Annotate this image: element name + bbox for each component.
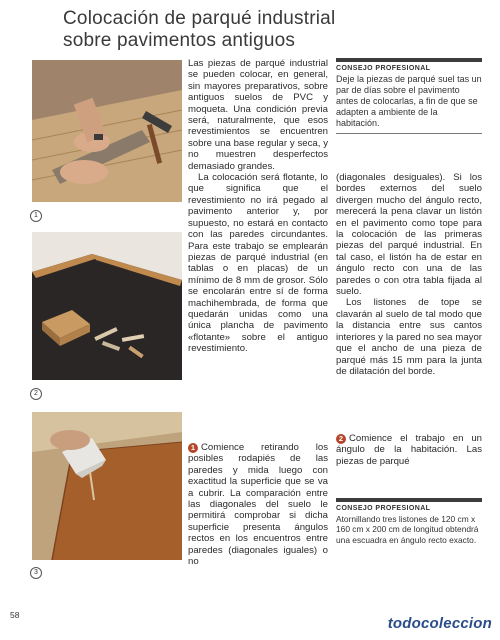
step-1-number: 1: [188, 443, 198, 453]
photo-parquet-pieces: [32, 232, 182, 380]
text-column-1: [188, 58, 328, 355]
tip-2-bar: [336, 498, 482, 502]
text-column-2: [336, 172, 482, 377]
photo-hammering: [32, 60, 182, 202]
pro-tip-2: [336, 498, 482, 545]
page-title: [63, 8, 393, 52]
title-line-1: Colocación de parqué industrial: [63, 8, 336, 29]
col2-paragraph-2: Los listones de tope se clavarán al suelo de tal modo que la distancia entre sus cantos interiores y la pared no sea mayor que el ancho de una pieza de parqué más 15 mm para la junta de dilatación del borde.: [336, 297, 482, 377]
tip-1-label: CONSEJO PROFESIONAL: [336, 65, 431, 72]
step-2-number: 2: [336, 434, 346, 444]
tip-1-bar: [336, 58, 482, 62]
step-2: [336, 433, 482, 467]
col1-paragraph-1: Las piezas de parqué industrial se pueden colocar, en general, sin mayores preparativos, sobre antiguos suelos de PVC y moqueta. Una condición previa será, naturalmente, que esos revestimientos se encuentren sobre una base regular y seca, y no muestren desperfectos demasiado grandes.: [188, 58, 328, 172]
photo-glue: [32, 412, 182, 560]
step-1-text: Comience retirando los posibles rodapiés de las paredes y mida luego con exactitud la superficie que se va a cubrir. La comparación entre las diagonales del suelo le permitirá comprobar si dicha superficie presenta ángulos rectos en los encuentros entre paredes (diagonales iguales) o no: [188, 442, 328, 568]
photo-number-3: 3: [30, 567, 42, 579]
photo-number-1: 1: [30, 210, 42, 222]
col2-paragraph-1: (diagonales desiguales). Si los bordes externos del suelo divergen mucho del ángulo recto, merecerá la pena clavar un listón en el pavimento como tope para la colocación de las primeras piezas del parqué industrial. En tal caso, el listón ha de estar en ángulo recto con una de las paredes o con otra tabla fijada al suelo.: [336, 172, 482, 298]
page-number: 58: [10, 610, 20, 620]
tip-1-body: Deje la piezas de parqué suel tas un par de días sobre el pavimento antes de colocarlas, a fin de que se adapten a ambiente de la habitación.: [336, 74, 482, 128]
tip-2-label: CONSEJO PROFESIONAL: [336, 505, 431, 512]
tip-2-body: Atornillando tres listones de 120 cm x 160 cm x 200 cm de longitud obtendrá una escuadra en ángulo recto exacto.: [336, 514, 479, 545]
col1-paragraph-2: La colocación será flotante, lo que significa que el revestimiento no irá pegado al pavimento anterior y, por supuesto, no estará en contacto con las paredes circundantes. Para este trabajo se emplearán piezas de parqué industrial (en tablas o en placas) de un mínimo de 8 mm de grosor. Sólo se encolarán entre sí de forma machihembrada, de forma que quedarán unidas como una única plancha de pavimento «flotante» sobre el antiguo revestimiento.: [188, 172, 328, 355]
step-2-text: Comience el trabajo en un ángulo de la habitación. Las piezas de parqué: [336, 433, 482, 467]
step-1: [188, 442, 328, 567]
tip-1-rule: [336, 133, 482, 134]
watermark-logo: todocoleccion: [387, 615, 492, 632]
photo-number-2: 2: [30, 388, 42, 400]
pro-tip-1: [336, 58, 482, 134]
title-line-2: sobre pavimentos antiguos: [63, 30, 296, 51]
